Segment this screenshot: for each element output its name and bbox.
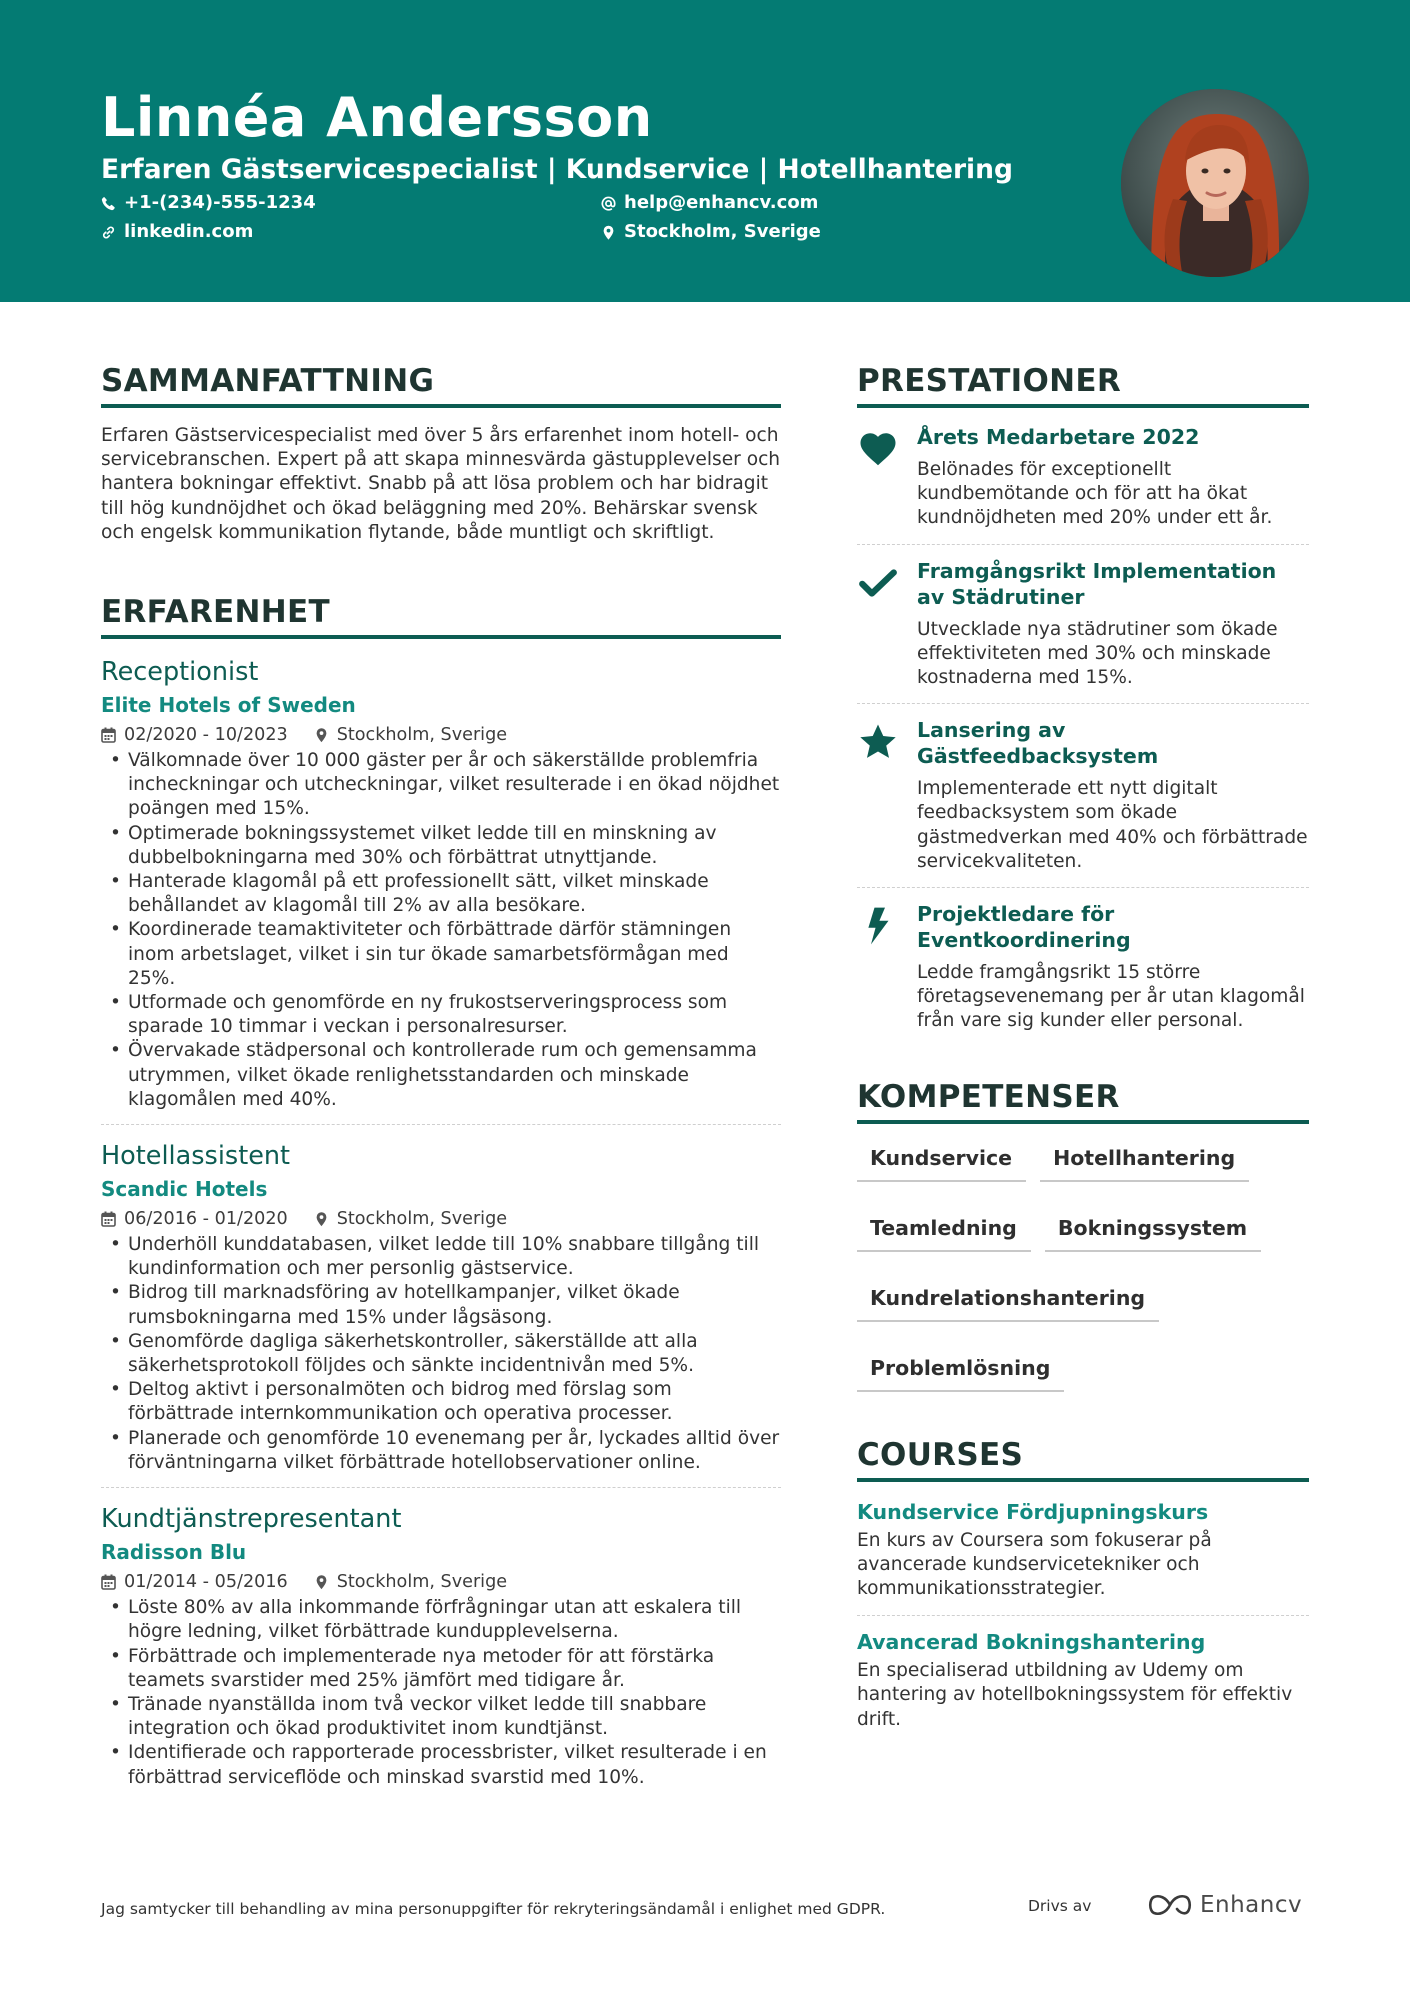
job-dates (101, 723, 288, 747)
bullet-item: • Övervakade städpersonal och kontrollerade rum och gemensamma utrymmen, vilket ökade renlighetsstandarden och minskade klagomålen med 40%. (101, 1039, 781, 1112)
profile-photo (1121, 89, 1309, 277)
job-dates (101, 1570, 288, 1594)
summary-heading: SAMMANFATTNING (101, 358, 781, 408)
experience-section (101, 589, 781, 1790)
bullet-item: • Hanterade klagomål på ett professionellt sätt, vilket minskade behållandet av klagomål till 2% av alla besökare. (101, 870, 781, 918)
summary-section (101, 358, 781, 545)
bullet-item: • Välkomnade över 10 000 gäster per år och säkerställde problemfria incheckningar och utcheckningar, vilket resulterade i en ökad nöjdhet poängen med 15%. (101, 749, 781, 822)
star-icon (857, 721, 899, 763)
email-link[interactable]: help@enhancv.com (624, 192, 819, 213)
job-dates-text: 02/2020 - 10/2023 (124, 725, 288, 746)
gdpr-consent-text: Jag samtycker till behandling av mina personuppgifter för rekryteringsändamål i enlighet med GDPR. (101, 1900, 886, 1918)
bullet-item: • Identifierade och rapporterade processbrister, vilket resulterade i en förbättrad serviceflöde och minskad svarstid med 10%. (101, 1741, 781, 1789)
course-title: Avancerad Bokningshantering (857, 1630, 1206, 1655)
courses-heading: COURSES (857, 1432, 1309, 1482)
job-location-text: Stockholm, Sverige (336, 1572, 508, 1593)
divider (101, 1124, 781, 1125)
achievement-title: Årets Medarbetare 2022 (917, 425, 1200, 449)
location-pin-icon (314, 727, 329, 743)
bullet-item: • Deltog aktivt i personalmöten och bidrog med förslag som förbättrade internkommunikation och operativa processer. (101, 1378, 781, 1426)
job-bullets (101, 1233, 781, 1475)
calendar-icon (101, 1211, 116, 1227)
phone-text: +1-(234)-555-1234 (124, 192, 316, 213)
achievement-desc: Belönades för exceptionellt kundbemötande och för att ha ökat kundnöjdheten med 20% under ett år. (917, 459, 1273, 529)
job-location (314, 723, 507, 747)
course-desc: En specialiserad utbildning av Udemy om hantering av hotellbokningssystem för effektiv drift. (857, 1660, 1293, 1730)
job-entry (101, 1139, 781, 1475)
contact-phone (101, 191, 316, 215)
job-role: Kundtjänstrepresentant (101, 1504, 402, 1535)
divider (857, 703, 1309, 704)
enhancv-brand: Enhancv (1200, 1892, 1303, 1918)
job-dates (101, 1207, 288, 1231)
bullet-item: • Bidrog till marknadsföring av hotellkampanjer, vilket ökade rumsbokningarna med 15% under lågsäsong. (101, 1281, 781, 1329)
job-entry (101, 655, 781, 1112)
candidate-headline: Erfaren Gästservicespecialist | Kundservice | Hotellhantering (101, 154, 1013, 185)
phone-icon (101, 196, 116, 211)
achievements-heading: PRESTATIONER (857, 358, 1309, 408)
job-meta (101, 1207, 781, 1231)
at-icon (601, 196, 616, 211)
bullet-item: • Koordinerade teamaktiviteter och förbättrade därför stämningen inom arbetslaget, vilket i sin tur ökade samarbetsförmågan med 25%. (101, 918, 781, 991)
skill-tag: Kundrelationshantering (857, 1284, 1159, 1322)
skill-tag: Bokningssystem (1045, 1214, 1261, 1252)
skill-tag: Hotellhantering (1040, 1144, 1249, 1182)
job-company: Radisson Blu (101, 1540, 247, 1565)
skills-list (857, 1140, 1309, 1392)
job-location (314, 1207, 507, 1231)
achievement-title: Framgångsrikt Implementation av Städrutiner (917, 558, 1277, 609)
bullet-item: • Underhöll kunddatabasen, vilket ledde till 10% snabbare tillgång till kundinformation och mer personlig gästservice. (101, 1233, 781, 1281)
job-location (314, 1570, 507, 1594)
experience-heading: ERFARENHET (101, 589, 781, 639)
divider (857, 1615, 1309, 1616)
courses-section (857, 1432, 1309, 1732)
job-meta (101, 723, 781, 747)
bullet-item: • Planerade och genomförde 10 evenemang per år, lyckades alltid över förväntningarna vilket förbättrade hotellobservationer online. (101, 1427, 781, 1475)
achievement-title: Projektledare för Eventkoordinering (917, 902, 1131, 953)
summary-text: Erfaren Gästservicespecialist med över 5 års erfarenhet inom hotell- och servicebranschen. Expert på att skapa minnesvärda gästupplevelser och hantera bokningar effektivt. Snabb på att lösa problem och har bidragit till hög kundnöjdhet och ökad beläggning med 20%. Behärskar svensk och engelsk kommunikation flytande, både muntligt och skriftligt. (101, 425, 781, 543)
location-pin-icon (314, 1211, 329, 1227)
achievement-desc: Implementerade ett nytt digitalt feedbacksystem som ökade gästmedverkan med 40% och förbättrade servicekvaliteten. (917, 778, 1308, 872)
calendar-icon (101, 727, 116, 743)
job-meta (101, 1570, 781, 1594)
achievements-section (857, 358, 1309, 1034)
right-column (857, 358, 1309, 1732)
candidate-name: Linnéa Andersson (101, 86, 653, 149)
contact-location (601, 220, 821, 244)
location-pin-icon (601, 225, 616, 240)
job-location-text: Stockholm, Sverige (336, 1209, 508, 1230)
skills-section (857, 1074, 1309, 1392)
enhancv-logo[interactable] (1146, 1892, 1302, 1918)
job-entry (101, 1502, 781, 1790)
skill-tag: Kundservice (857, 1144, 1026, 1182)
divider (857, 544, 1309, 545)
skills-heading: KOMPETENSER (857, 1074, 1309, 1124)
resume-header (0, 0, 1410, 302)
achievement-item (857, 558, 1309, 691)
divider (101, 1487, 781, 1488)
course-item (857, 1498, 1309, 1602)
bullet-item: • Tränade nyanställda inom två veckor vilket ledde till snabbare integration och ökad produktivitet inom kundtjänst. (101, 1693, 781, 1741)
job-dates-text: 01/2014 - 05/2016 (124, 1572, 288, 1593)
powered-by-text: Drivs av (1028, 1897, 1092, 1915)
location-text: Stockholm, Sverige (624, 221, 821, 242)
job-company: Elite Hotels of Sweden (101, 693, 356, 718)
calendar-icon (101, 1574, 116, 1590)
achievement-title: Lansering av Gästfeedbacksystem (917, 718, 1159, 769)
job-dates-text: 06/2016 - 01/2020 (124, 1209, 288, 1230)
bullet-item: • Optimerade bokningssystemet vilket ledde till en minskning av dubbelbokningarna med 30% och förbättrat utnyttjande. (101, 822, 781, 870)
bullet-item: • Förbättrade och implementerade nya metoder för att förstärka teamets svarstider med 25% jämfört med tidigare år. (101, 1645, 781, 1693)
bullet-item: • Utformade och genomförde en ny frukostserveringsprocess som sparade 10 timmar i veckan i personalresurser. (101, 991, 781, 1039)
course-item (857, 1628, 1309, 1732)
link-icon (101, 225, 116, 240)
bolt-icon (857, 905, 899, 947)
divider (857, 887, 1309, 888)
heart-icon (857, 428, 899, 470)
course-desc: En kurs av Coursera som fokuserar på avancerade kundservicetekniker och kommunikationsstrategier. (857, 1529, 1212, 1600)
achievement-item (857, 424, 1309, 531)
skill-tag: Teamledning (857, 1214, 1031, 1252)
job-role: Receptionist (101, 657, 259, 688)
enhancv-logo-icon (1146, 1892, 1194, 1918)
course-title: Kundservice Fördjupningskurs (857, 1499, 1209, 1524)
contact-linkedin[interactable] (101, 220, 253, 244)
achievement-item (857, 717, 1309, 874)
linkedin-link[interactable]: linkedin.com (124, 221, 254, 242)
skill-tag: Problemlösning (857, 1354, 1064, 1392)
job-location-text: Stockholm, Sverige (336, 725, 508, 746)
job-bullets (101, 1596, 781, 1790)
job-company: Scandic Hotels (101, 1177, 268, 1202)
location-pin-icon (314, 1574, 329, 1590)
achievement-desc: Utvecklade nya städrutiner som ökade effektiviteten med 30% och minskade kostnaderna med 15%. (917, 618, 1278, 689)
job-bullets (101, 749, 781, 1112)
achievement-item (857, 901, 1309, 1034)
bullet-item: • Löste 80% av alla inkommande förfrågningar utan att eskalera till högre ledning, vilket förbättrade kundupplevelserna. (101, 1596, 781, 1644)
contact-email[interactable] (601, 191, 818, 215)
check-icon (857, 562, 899, 604)
bullet-item: • Genomförde dagliga säkerhetskontroller, säkerställde att alla säkerhetsprotokoll följdes och sänkte incidentnivån med 5%. (101, 1330, 781, 1378)
achievement-desc: Ledde framgångsrikt 15 större företagsevenemang per år utan klagomål från vare sig kunder eller personal. (917, 962, 1305, 1032)
job-role: Hotellassistent (101, 1141, 291, 1172)
left-column (101, 358, 781, 1790)
